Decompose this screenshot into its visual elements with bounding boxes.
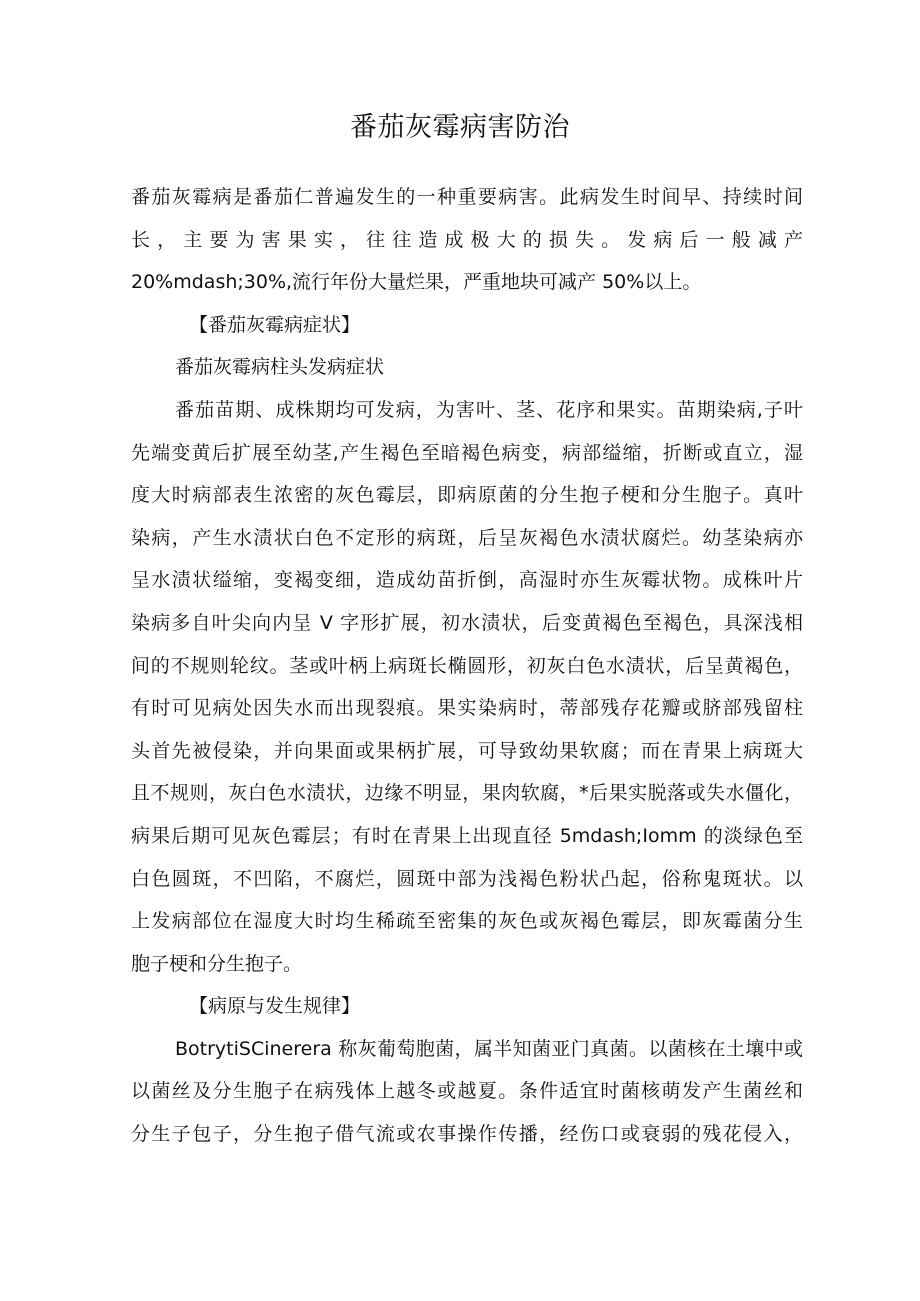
paragraph-intro-line-3: 20%mdash;30%,流行年份大量烂果，严重地块可减产 50%以上。 <box>131 271 702 294</box>
paragraph-symptoms-line-13: 上发病部位在湿度大时均生稀疏至密集的灰色或灰褐色霉层，即灰霉菌分生 <box>131 910 803 933</box>
paragraph-symptoms-line-10: 且不规则，灰白色水渍状，边缘不明显，果肉软腐，*后果实脱落或失水僵化， <box>131 782 803 805</box>
paragraph-symptoms-line-6: 染病多自叶尖向内呈 V 字形扩展，初水渍状，后变黄褐色至褐色，具深浅相 <box>131 611 803 634</box>
paragraph-pathogen-line-3: 分生子包子，分生抱子借气流或农事操作传播，经伤口或衰弱的残花侵入， <box>131 1123 803 1146</box>
paragraph-intro-line-1: 番茄灰霉病是番茄仁普遍发生的一种重要病害。此病发生时间早、持续时间 <box>131 186 803 208</box>
document-title: 番茄灰霉病害防治 <box>350 112 570 143</box>
subheading-stigma-symptoms: 番茄灰霉病柱头发病症状 <box>175 356 385 379</box>
document-body <box>131 176 803 1156</box>
paragraph-pathogen-line-1: BotrytiSCinerera 称灰葡萄胞菌，属半知菌亚门真菌。以菌核在土壤中或 <box>175 1037 803 1060</box>
paragraph-symptoms-line-11: 病果后期可见灰色霉层；有时在青果上出现直径 5mdash;Iomm 的淡绿色至 <box>131 824 803 847</box>
section-heading-symptoms: 【番茄灰霉病症状】 <box>189 313 361 336</box>
section-heading-pathogen: 【病原与发生规律】 <box>189 995 361 1018</box>
paragraph-symptoms-line-5: 呈水渍状缢缩，变褐变细，造成幼苗折倒，高湿时亦生灰霉状物。成株叶片 <box>131 569 803 592</box>
paragraph-symptoms-line-14: 胞子梗和分生抱子。 <box>131 952 303 975</box>
paragraph-symptoms-line-1: 番茄苗期、成株期均可发病，为害叶、茎、花序和果实。苗期染病,子叶 <box>175 398 803 421</box>
paragraph-pathogen-line-2: 以菌丝及分生胞子在病残体上越冬或越夏。条件适宜时菌核萌发产生菌丝和 <box>131 1080 803 1103</box>
paragraph-symptoms-line-12: 白色圆斑，不凹陷，不腐烂，圆斑中部为浅褐色粉状凸起，俗称鬼斑状。以 <box>131 867 803 890</box>
paragraph-symptoms-line-4: 染病，产生水渍状白色不定形的病斑，后呈灰褐色水渍状腐烂。幼茎染病亦 <box>131 526 803 549</box>
paragraph-symptoms-line-8: 有时可见病处因失水而出现裂痕。果实染病时，蒂部残存花瓣或脐部残留柱 <box>131 697 803 720</box>
paragraph-symptoms-line-3: 度大时病部表生浓密的灰色霉层，即病原菌的分生抱子梗和分生胞子。真叶 <box>131 484 803 507</box>
paragraph-symptoms-line-9: 头首先被侵染，并向果面或果柄扩展，可导致幼果软腐；而在青果上病斑大 <box>131 739 803 762</box>
paragraph-symptoms-line-2: 先端变黄后扩展至幼茎,产生褐色至暗褐色病变，病部缢缩，折断或直立，湿 <box>131 441 803 464</box>
paragraph-intro-line-2: 长，主要为害果实，往往造成极大的损失。发病后一般减产 <box>131 228 803 251</box>
paragraph-symptoms-line-7: 间的不规则轮纹。茎或叶柄上病斑长椭圆形，初灰白色水渍状，后呈黄褐色， <box>131 654 803 677</box>
